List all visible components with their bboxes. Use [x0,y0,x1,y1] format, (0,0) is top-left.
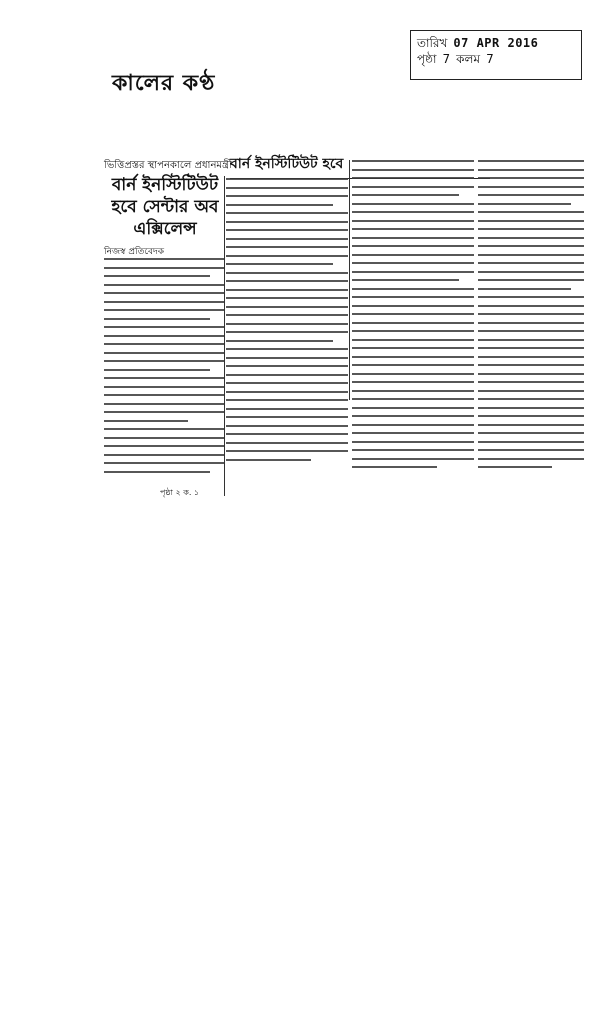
stamp-date-label: তারিখ [417,36,448,50]
column-divider [349,160,350,400]
stamp-page-label: পৃষ্ঠা [417,52,437,66]
stamp-column-value: 7 [486,52,494,66]
continued-marker: পৃষ্ঠা ২ ক. ১ [160,488,200,497]
article-byline: নিজস্ব প্রতিবেদক [104,247,165,257]
stamp-page-value: 7 [442,52,451,66]
date-stamp [410,30,582,80]
article-kicker: ভিত্তিপ্রস্তর স্থাপনকালে প্রধানমন্ত্রী [104,160,232,171]
newspaper-masthead: কালের কণ্ঠ [112,71,216,96]
text-column-1 [104,258,224,479]
text-column-3 [352,160,474,475]
column-divider [224,176,225,496]
article-headline: বার্ন ইনস্টিটিউট হবে সেন্টার অব এক্সিলেন্স [111,175,219,239]
text-column-2 [226,178,348,467]
stamp-date-value: 07 APR 2016 [453,36,539,50]
article-banner-headline: বার্ন ইনস্টিটিউট হবে [230,152,490,179]
stamp-column-label: কলম [456,52,481,66]
text-column-4 [478,160,584,475]
